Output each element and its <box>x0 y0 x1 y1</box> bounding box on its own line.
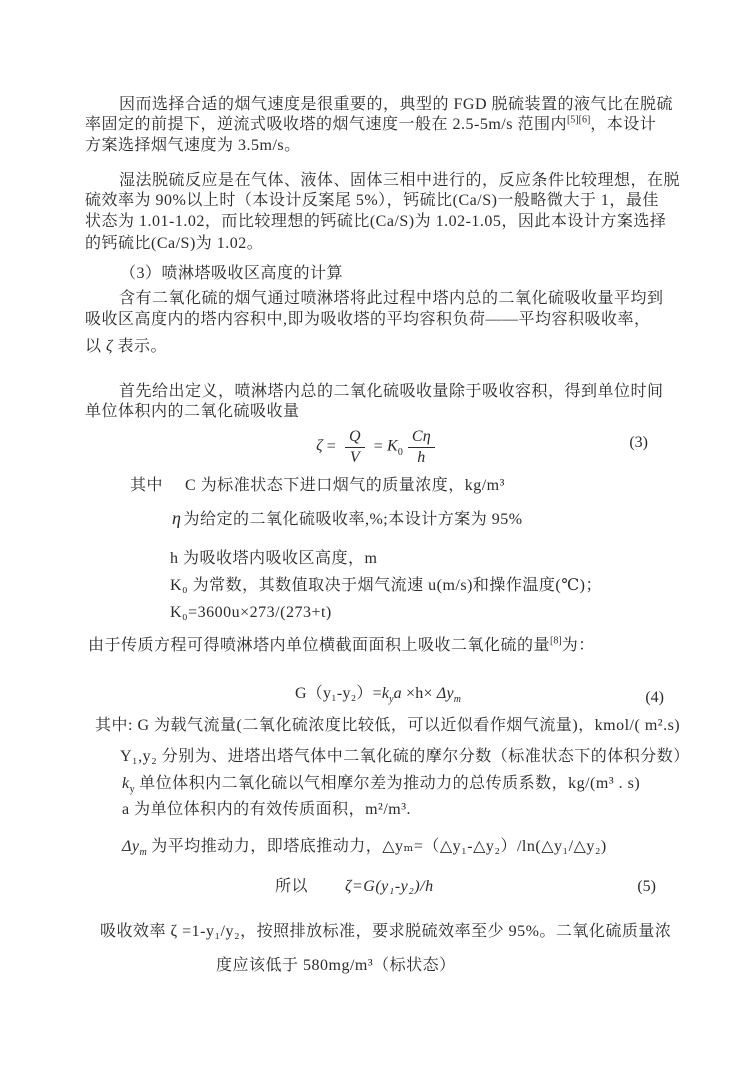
eq4-delta-y: Δy <box>436 685 454 702</box>
eq4-k-symbol: k <box>381 685 390 702</box>
para5-text: 由于传质方程可得喷淋塔内单位横截面面积上吸收二氧化硫的量 <box>88 637 551 654</box>
def-h: h 为吸收塔内吸收区高度，m <box>170 550 378 567</box>
def-g: 其中: G 为载气流量(二氧化硫浓度比较低，可以近似看作烟气流量)，kmol/( m².s) <box>95 717 681 734</box>
eq5-expression: ζ=G(y₁-y₂)/h <box>345 878 434 895</box>
def-dym <box>122 836 607 857</box>
citation-ref-8: [8] <box>550 635 562 647</box>
eq5-therefore-label: 所以 <box>275 878 309 895</box>
def-dym-text: 为平均推动力，即塔底推动力，△yₘ=（△y₁-△y₂）/ln(△y₁/△y₂) <box>146 838 607 855</box>
equation-4-body <box>295 683 461 704</box>
para6-line2: 度应该低于 580mg/m³（标状态） <box>216 957 456 974</box>
eq3-denominator-v: V <box>349 449 360 466</box>
equation-3-body <box>316 428 440 466</box>
para3-line3 <box>85 336 167 357</box>
eq3-k-symbol: K <box>387 437 398 455</box>
para1-line3: 方案选择烟气速度为 3.5m/s。 <box>85 137 301 154</box>
eq3-numerator-q: Q <box>345 428 365 448</box>
def-a: a 为单位体积内的有效传质面积，m²/m³. <box>122 801 412 818</box>
eq3-k-subscript: 0 <box>397 446 403 458</box>
eq4-lhs: G（y₁-y₂）= <box>294 685 382 702</box>
eq3-equals-2: = <box>373 437 384 455</box>
para3-line3-a: 以 <box>85 338 107 355</box>
equation-3-number: (3) <box>629 434 648 451</box>
para2-line3: 状态为 1.01-1.02，而比较理想的钙硫比(Ca/S)为 1.02-1.05，因此本设计方案选择 <box>85 213 667 230</box>
def-y1y2: Y₁,y₂ 分别为、进塔出塔气体中二氧化硫的摩尔分数（标准状态下的体积分数） <box>120 748 690 765</box>
para1-line2-text: 率固定的前提下，逆流式吸收塔的烟气速度一般在 2.5-5m/s 范围内 <box>85 116 567 133</box>
def-c-text: C 为标准状态下进口烟气的质量浓度，kg/m³ <box>185 477 505 494</box>
eq3-equals-1: = <box>326 437 337 455</box>
para3-line1: 含有二氧化硫的烟气通过喷淋塔将此过程中塔内总的二氧化硫吸收量平均到 <box>119 290 664 307</box>
eq4-delta-y-subscript: m <box>453 694 462 706</box>
eq3-fraction-qv <box>345 428 365 466</box>
para2-line4: 的钙硫比(Ca/S)为 1.02。 <box>85 235 264 252</box>
para6-line1: 吸收效率 ζ =1-y₁/y₂，按照排放标准，要求脱硫效率至少 95%。二氧化硫质量浓 <box>100 923 672 940</box>
equation-4 <box>0 683 756 704</box>
delta-ym-subscript: m <box>139 847 147 859</box>
eq3-fraction-ceta-h <box>408 428 435 466</box>
equation-4-number: (4) <box>645 689 664 706</box>
para2-line2: 硫效率为 90%以上时（本设计反案尾 5%），钙硫比(Ca/S)一般略微大于 1，最佳 <box>85 192 659 209</box>
eq4-a-symbol: a <box>393 685 402 702</box>
eq3-denominator-h: h <box>417 449 426 466</box>
zeta-symbol: ζ <box>106 338 113 355</box>
eq3-numerator-ceta: Cη <box>408 428 435 448</box>
para3-line3-b: 表示。 <box>113 338 168 355</box>
para1-line2-tail: ，本设计 <box>590 116 657 133</box>
para1-line1: 因而选择合适的烟气速度是很重要的，典型的 FGD 脱硫装置的液气比在脱硫 <box>119 96 674 113</box>
para4-line1: 首先给出定义，喷淋塔内总的二氧化硫吸收量除于吸收容积，得到单位时间 <box>119 383 664 400</box>
para5-tail: 为： <box>561 637 595 654</box>
eta-symbol: η <box>172 508 182 528</box>
def-ky <box>122 773 640 794</box>
def-where-label: 其中 <box>130 477 164 494</box>
para4-line2: 单位体积内的二氧化硫吸收量 <box>85 403 300 420</box>
para2-line1: 湿法脱硫反应是在气体、液体、固体三相中进行的，反应条件比较理想，在脱 <box>119 172 681 189</box>
eq3-zeta: ζ <box>316 437 323 455</box>
def-ky-text: 单位体积内二氧化硫以气相摩尔差为推动力的总传质系数，kg/(m³ . s) <box>134 775 641 792</box>
equation-3 <box>0 428 756 466</box>
citation-ref-5-6: [5][6] <box>566 114 591 126</box>
eq4-k-subscript: y <box>389 694 394 706</box>
ky-symbol: k <box>122 775 130 792</box>
def-c <box>130 475 505 496</box>
def-eta-text: 为给定的二氧化硫吸收率,%;本设计方案为 95% <box>183 511 523 528</box>
def-k0-line2: K₀=3600u×273/(273+t) <box>170 604 332 621</box>
equation-5-number: (5) <box>637 878 656 895</box>
section-heading: （3）喷淋塔吸收区高度的计算 <box>120 265 344 282</box>
def-eta <box>172 508 523 530</box>
ky-subscript: y <box>129 784 135 796</box>
delta-ym-symbol: Δy <box>122 838 140 855</box>
para1-line2 <box>85 114 656 135</box>
eq4-times-h: ×h× <box>401 685 437 702</box>
def-k0-line1: K₀ 为常数，其数值取决于烟气流速 u(m/s)和操作温度(℃)； <box>170 577 602 594</box>
para5-line1 <box>88 635 595 656</box>
para3-line2: 吸收区高度内的塔内容积中,即为吸收塔的平均容积负荷——平均容积吸收率， <box>85 311 651 328</box>
